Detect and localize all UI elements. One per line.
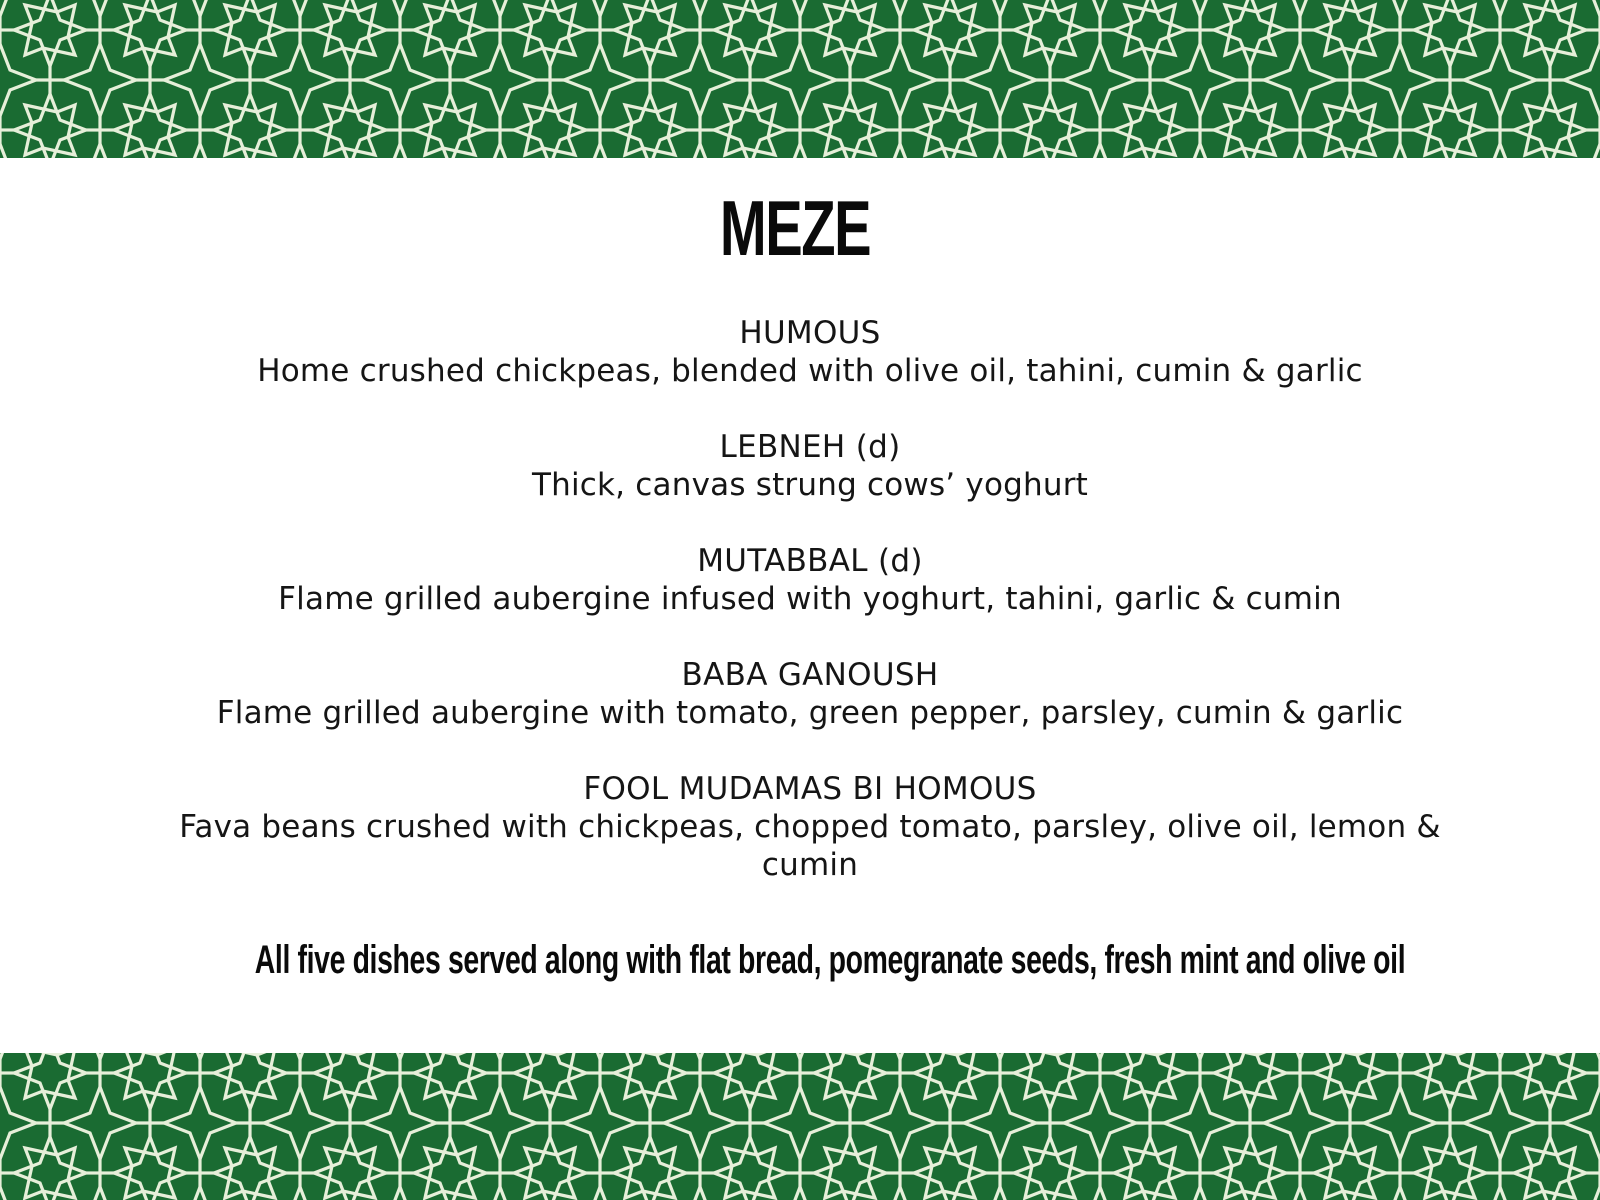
dish-description: Fava beans crushed with chickpeas, chopped tomato, parsley, olive oil, lemon & cumin bbox=[179, 809, 1441, 883]
geometric-pattern-top bbox=[0, 0, 1600, 158]
page-title: MEZE bbox=[719, 184, 871, 272]
dish-name: LEBNEH (d) bbox=[719, 429, 901, 465]
dish-list bbox=[110, 314, 1510, 922]
dish-description: Thick, canvas strung cows’ yoghurt bbox=[531, 467, 1089, 503]
geometric-pattern-bottom bbox=[0, 1053, 1600, 1200]
dish-name: BABA GANOUSH bbox=[681, 657, 939, 693]
dish-name: HUMOUS bbox=[739, 315, 881, 351]
dish-name: FOOL MUDAMAS BI HOMOUS bbox=[583, 771, 1037, 807]
dish-description: Home crushed chickpeas, blended with olive oil, tahini, cumin & garlic bbox=[257, 353, 1363, 389]
dish-description: Flame grilled aubergine with tomato, green pepper, parsley, cumin & garlic bbox=[216, 695, 1404, 731]
dish-item bbox=[110, 314, 1510, 390]
dish-description: Flame grilled aubergine infused with yoghurt, tahini, garlic & cumin bbox=[278, 581, 1342, 617]
dish-item bbox=[110, 770, 1510, 884]
dish-name: MUTABBAL (d) bbox=[697, 543, 923, 579]
bottom-pattern-band bbox=[0, 1053, 1600, 1200]
dish-item bbox=[110, 428, 1510, 504]
top-pattern-band bbox=[0, 0, 1600, 158]
serving-note: All five dishes served along with flat bread, pomegranate seeds, fresh mint and olive oil bbox=[254, 938, 1406, 982]
dish-item bbox=[110, 656, 1510, 732]
dish-item bbox=[110, 542, 1510, 618]
